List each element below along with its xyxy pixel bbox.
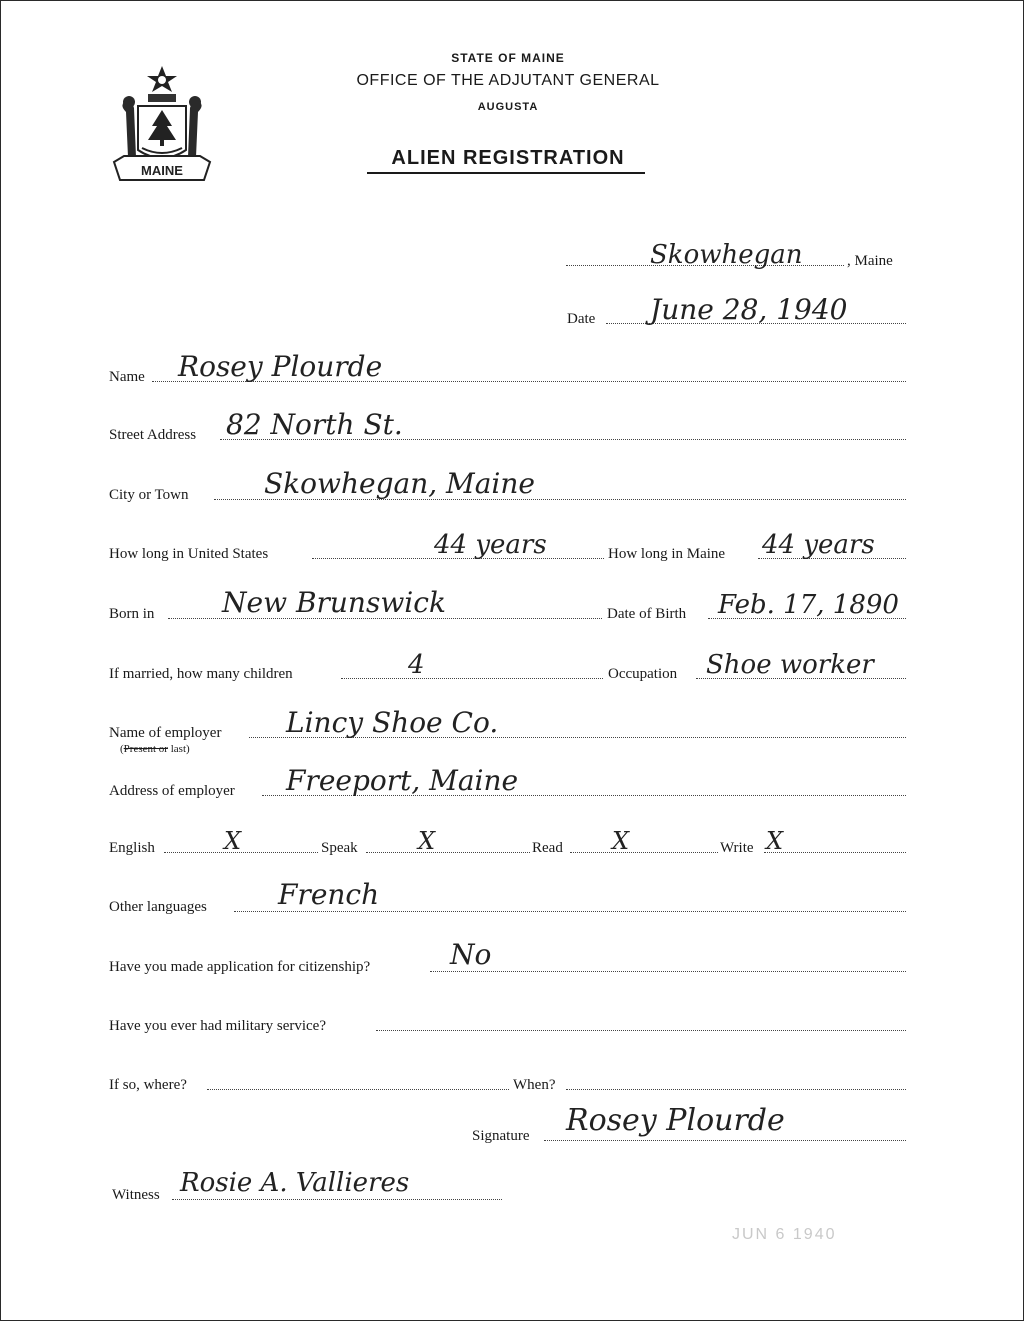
signature-label: Signature	[472, 1128, 530, 1144]
military-label: Have you ever had military service?	[109, 1018, 326, 1034]
street-value: 82 North St.	[226, 408, 403, 441]
employer-sub-label: (Present or last)	[120, 743, 190, 755]
write-value: X	[766, 827, 784, 855]
read-label: Read	[532, 840, 563, 856]
city-value: Skowhegan, Maine	[264, 467, 535, 500]
born-in-label: Born in	[109, 606, 155, 622]
title-underline	[367, 172, 645, 174]
citizenship-line	[430, 971, 906, 972]
how-long-us-label: How long in United States	[109, 546, 269, 562]
state-heading: STATE OF MAINE	[451, 51, 565, 65]
read-value: X	[612, 827, 630, 855]
dob-label: Date of Birth	[607, 606, 687, 622]
speak-label: Speak	[321, 840, 358, 856]
signature-value: Rosey Plourde	[566, 1103, 785, 1138]
other-languages-value: French	[278, 878, 380, 911]
military-line	[376, 1030, 906, 1031]
name-value: Rosey Plourde	[178, 350, 383, 383]
date-value: June 28, 1940	[650, 293, 848, 326]
witness-value: Rosie A. Vallieres	[180, 1168, 410, 1198]
english-value: X	[224, 827, 242, 855]
how-long-maine-label: How long in Maine	[608, 546, 726, 562]
english-label: English	[109, 840, 155, 856]
form-title: ALIEN REGISTRATION	[391, 147, 625, 169]
signature-line	[544, 1140, 906, 1141]
city-heading: AUGUSTA	[477, 101, 539, 113]
received-stamp: JUN 6 1940	[732, 1226, 837, 1243]
svg-text:MAINE: MAINE	[141, 163, 183, 178]
write-label: Write	[720, 840, 754, 856]
when-label: When?	[513, 1077, 556, 1093]
date-label: Date	[567, 311, 596, 327]
witness-line	[172, 1199, 502, 1200]
employer-value: Lincy Shoe Co.	[286, 706, 499, 739]
children-value: 4	[408, 650, 425, 680]
when-line	[566, 1089, 906, 1090]
city-label: City or Town	[109, 487, 189, 503]
dob-value: Feb. 17, 1890	[718, 590, 899, 620]
maine-state-seal-icon	[110, 62, 215, 186]
how-long-maine-value: 44 years	[762, 530, 875, 560]
maine-label: , Maine	[847, 253, 893, 269]
town-value: Skowhegan	[650, 240, 803, 270]
occupation-value: Shoe worker	[706, 650, 874, 680]
employer-label: Name of employer	[109, 725, 222, 741]
occupation-label: Occupation	[608, 666, 678, 682]
witness-label: Witness	[112, 1187, 160, 1203]
where-label: If so, where?	[109, 1077, 187, 1093]
other-languages-line	[234, 911, 906, 912]
speak-value: X	[418, 827, 436, 855]
street-label: Street Address	[109, 427, 197, 443]
employer-address-label: Address of employer	[109, 783, 235, 799]
citizenship-value: No	[450, 938, 492, 971]
citizenship-label: Have you made application for citizenship?	[109, 959, 371, 975]
employer-address-value: Freeport, Maine	[286, 764, 519, 797]
speak-line	[366, 852, 530, 853]
office-heading: OFFICE OF THE ADJUTANT GENERAL	[356, 72, 660, 89]
other-languages-label: Other languages	[109, 899, 207, 915]
children-label: If married, how many children	[109, 666, 293, 682]
children-line	[341, 678, 603, 679]
where-line	[207, 1089, 509, 1090]
how-long-us-value: 44 years	[434, 530, 547, 560]
write-line	[764, 852, 906, 853]
read-line	[570, 852, 718, 853]
born-in-value: New Brunswick	[222, 586, 446, 619]
name-label: Name	[109, 369, 145, 385]
